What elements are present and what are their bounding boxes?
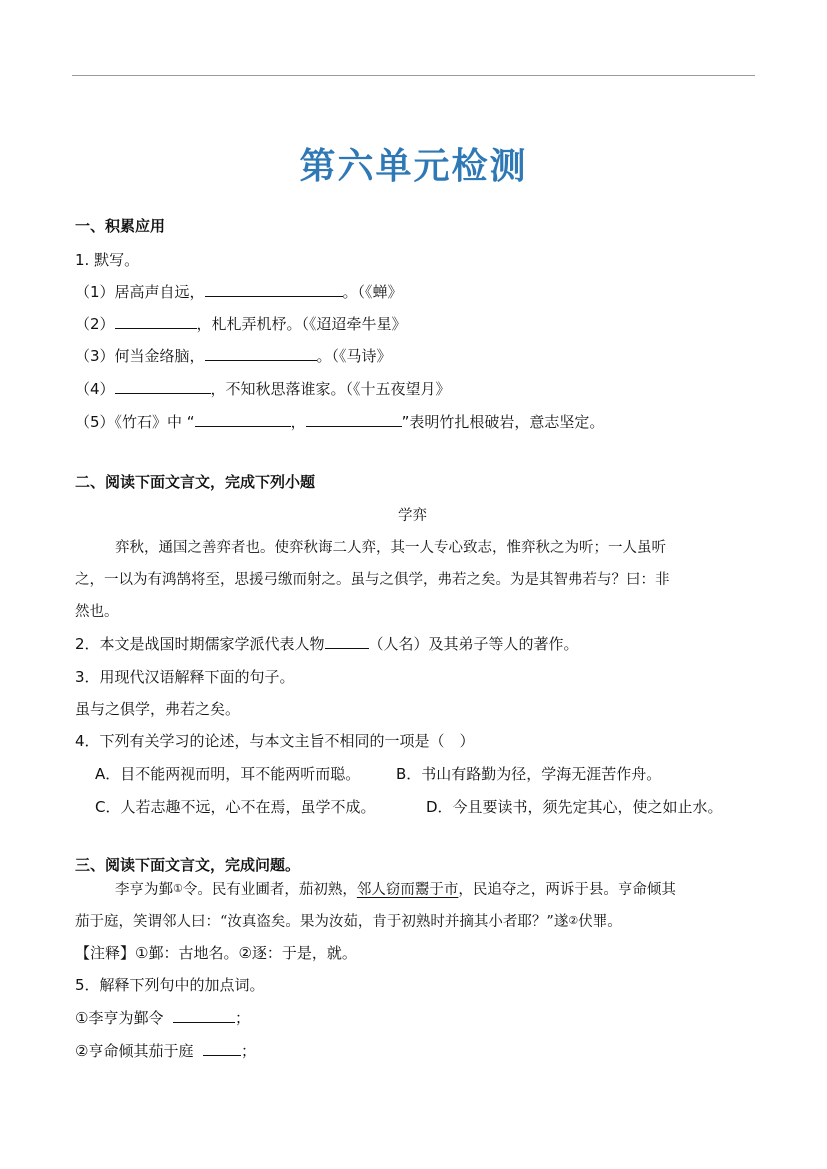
passage-title: 学弈 (398, 508, 427, 524)
underlined-phrase: 邻人窃而鬻于市 (356, 882, 459, 898)
option-d[interactable]: D．今且要读书，须先定其心，使之如止水。 (426, 798, 723, 816)
question-5-item-1: ①李亨为鄞令 ； (75, 1009, 251, 1027)
item-1-5: （5）《竹石》中 “ ， ”表明竹扎根破岩，意志坚定。 (75, 413, 605, 431)
passage-line: 李亨为鄞①令。民有业圃者，茄初熟，邻人窃而鬻于市，民追夺之，两诉于县。亨命倾其 (115, 882, 676, 898)
item-1-3: （3）何当金络脑， 。（《马诗》 (75, 347, 392, 365)
answer-blank[interactable] (205, 346, 317, 361)
answer-blank[interactable] (195, 412, 291, 427)
item-1-4: （4） ，不知秋思落谁家。（《十五夜望月》 (75, 380, 451, 398)
question-4: 4．下列有关学习的论述，与本文主旨不相同的一项是（ ） (75, 732, 475, 750)
section-2-heading: 二、阅读下面文言文，完成下列小题 (75, 473, 316, 491)
page-title: 第六单元检测 (299, 146, 528, 187)
passage-line: 之，一以为有鸿鹄将至，思援弓缴而射之。虽与之俱学，弗若之矣。为是其智弗若与？曰：非 (75, 572, 670, 588)
answer-blank[interactable] (203, 1041, 241, 1056)
question-3: 3．用现代汉语解释下面的句子。 (75, 668, 295, 686)
item-1-1: （1）居高声自远， 。（《蝉》 (75, 283, 403, 301)
section-1-heading: 一、积累应用 (75, 217, 166, 235)
question-5-item-2: ②亨命倾其茄于庭 ； (75, 1042, 257, 1060)
answer-blank[interactable] (115, 314, 197, 329)
answer-blank[interactable] (173, 1008, 235, 1023)
passage-line: 然也。 (75, 604, 119, 620)
item-1-2: （2） ，札札弄机杼。（《迢迢牵牛星》 (75, 315, 407, 333)
passage-line: 茄于庭，笑谓邻人曰：“汝真盗矣。果为汝茹，肯于初熟时并摘其小者耶？”遂②伏罪。 (75, 914, 622, 930)
answer-blank[interactable] (205, 282, 343, 297)
question-5: 5．解释下列句中的加点词。 (75, 976, 265, 994)
question-2: 2．本文是战国时期儒家学派代表人物 （人名）及其弟子等人的著作。 (75, 635, 579, 653)
header-rule (72, 75, 755, 76)
passage-line: 弈秋，通国之善弈者也。使弈秋诲二人弈，其一人专心致志，惟弈秋之为听；一人虽听 (115, 540, 666, 556)
answer-blank[interactable] (325, 634, 369, 649)
annotation-note: 【注释】①鄞：古地名。②逐：于是，就。 (75, 944, 357, 962)
option-c[interactable]: C．人若志趣不远，心不在焉，虽学不成。 (95, 798, 376, 816)
answer-blank[interactable] (115, 379, 211, 394)
section-3-heading: 三、阅读下面文言文，完成问题。 (75, 856, 301, 874)
answer-blank[interactable] (306, 412, 402, 427)
question-1: 1. 默写。 (75, 251, 140, 269)
question-3-sentence: 虽与之俱学，弗若之矣。 (75, 700, 241, 718)
option-b[interactable]: B．书山有路勤为径，学海无涯苦作舟。 (396, 765, 662, 783)
option-a[interactable]: A．目不能两视而明，耳不能两听而聪。 (95, 765, 361, 783)
